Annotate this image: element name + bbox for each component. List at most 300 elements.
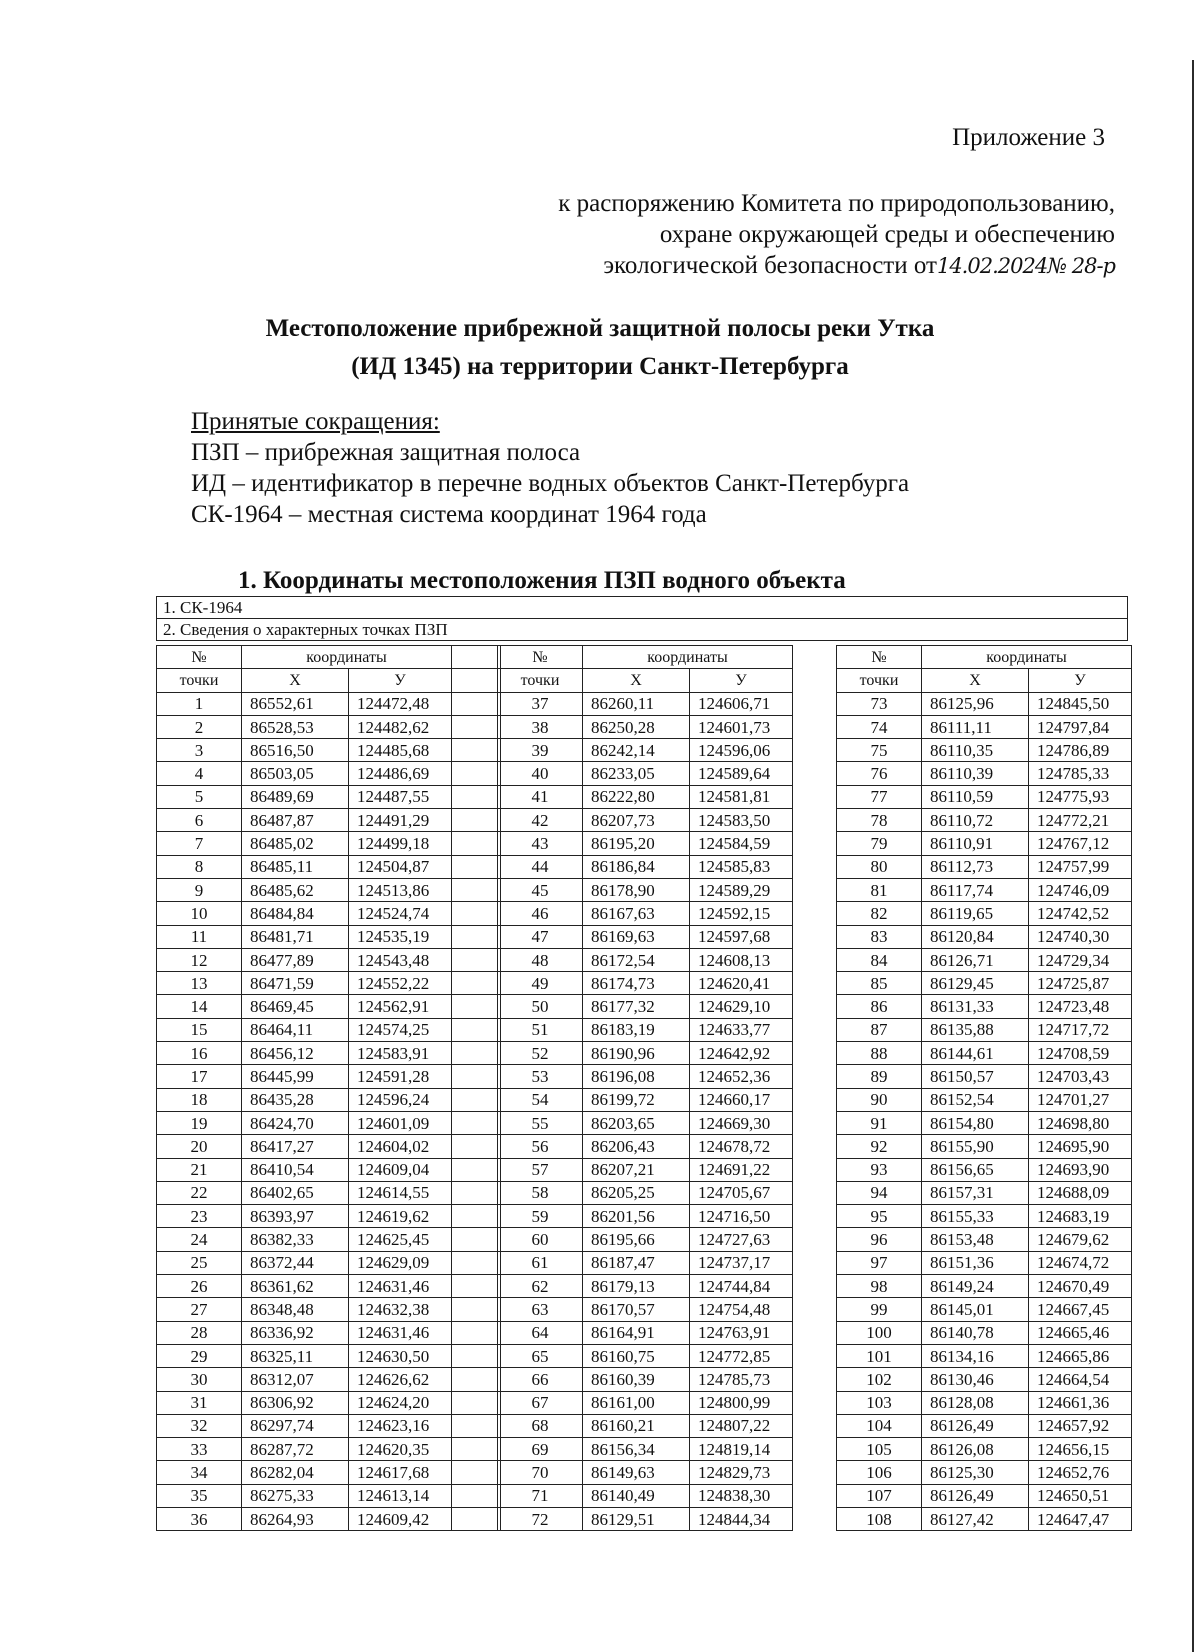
y-coordinate-cell: 124487,55 — [349, 785, 452, 808]
y-coordinate-cell: 124742,52 — [1029, 902, 1132, 925]
x-coordinate-cell: 86151,36 — [922, 1251, 1029, 1274]
y-coordinate-cell: 124482,62 — [349, 715, 452, 738]
table-row — [498, 809, 793, 832]
y-coordinate-cell: 124674,72 — [1029, 1251, 1132, 1274]
x-coordinate-cell: 86196,08 — [583, 1065, 690, 1088]
table-row — [157, 1088, 501, 1111]
y-coordinate-cell: 124703,43 — [1029, 1065, 1132, 1088]
x-coordinate-cell: 86174,73 — [583, 972, 690, 995]
handwritten-date-number: 14.02.2024№ 28-р — [936, 254, 1115, 278]
coordinates-table-2 — [497, 645, 793, 1531]
spacer-cell — [452, 1461, 501, 1484]
section-title: 1. Координаты местоположения ПЗП водного объекта — [238, 567, 846, 594]
spacer-cell — [452, 1205, 501, 1228]
y-coordinate-cell: 124552,22 — [349, 972, 452, 995]
x-coordinate-cell: 86469,45 — [242, 995, 349, 1018]
point-number-cell: 4 — [157, 762, 242, 785]
table-row — [837, 1205, 1132, 1228]
table-row — [837, 855, 1132, 878]
y-header: У — [349, 669, 452, 692]
table-row — [498, 785, 793, 808]
x-coordinate-cell: 86160,75 — [583, 1344, 690, 1367]
x-coordinate-cell: 86127,42 — [922, 1507, 1029, 1530]
x-coordinate-cell: 86552,61 — [242, 692, 349, 715]
table-row — [837, 1484, 1132, 1507]
y-coordinate-cell: 124620,41 — [690, 972, 793, 995]
table-row — [157, 715, 501, 738]
x-coordinate-cell: 86149,24 — [922, 1275, 1029, 1298]
table-row — [498, 1251, 793, 1274]
table-row — [157, 1344, 501, 1367]
y-coordinate-cell: 124717,72 — [1029, 1018, 1132, 1041]
x-coordinate-cell: 86201,56 — [583, 1205, 690, 1228]
table-row — [837, 809, 1132, 832]
point-number-cell: 24 — [157, 1228, 242, 1251]
x-coordinate-cell: 86110,72 — [922, 809, 1029, 832]
table-row — [837, 715, 1132, 738]
table-row — [837, 1344, 1132, 1367]
x-coordinate-cell: 86264,93 — [242, 1507, 349, 1530]
y-coordinate-cell: 124754,48 — [690, 1298, 793, 1321]
table-row — [157, 1414, 501, 1437]
table-row — [157, 1228, 501, 1251]
y-coordinate-cell: 124631,46 — [349, 1275, 452, 1298]
table-row — [837, 1181, 1132, 1204]
x-coordinate-cell: 86456,12 — [242, 1042, 349, 1065]
y-coordinate-cell: 124597,68 — [690, 925, 793, 948]
y-coordinate-cell: 124838,30 — [690, 1484, 793, 1507]
spacer-cell — [452, 1414, 501, 1437]
y-coordinate-cell: 124740,30 — [1029, 925, 1132, 948]
y-coordinate-cell: 124683,19 — [1029, 1205, 1132, 1228]
point-number-cell: 3 — [157, 739, 242, 762]
table-row — [157, 809, 501, 832]
table-row — [157, 1111, 501, 1134]
document-title — [150, 310, 1050, 386]
y-coordinate-cell: 124656,15 — [1029, 1438, 1132, 1461]
table-row — [498, 1205, 793, 1228]
x-coordinate-cell: 86306,92 — [242, 1391, 349, 1414]
x-coordinate-cell: 86177,32 — [583, 995, 690, 1018]
table-row — [157, 1135, 501, 1158]
y-coordinate-cell: 124629,09 — [349, 1251, 452, 1274]
x-coordinate-cell: 86140,49 — [583, 1484, 690, 1507]
x-coordinate-cell: 86464,11 — [242, 1018, 349, 1041]
point-number-cell: 45 — [498, 878, 583, 901]
y-coordinate-cell: 124619,62 — [349, 1205, 452, 1228]
y-coordinate-cell: 124629,10 — [690, 995, 793, 1018]
x-coordinate-cell: 86179,13 — [583, 1275, 690, 1298]
x-coordinate-cell: 86154,80 — [922, 1111, 1029, 1134]
y-coordinate-cell: 124716,50 — [690, 1205, 793, 1228]
spacer-cell — [452, 995, 501, 1018]
x-coordinate-cell: 86156,65 — [922, 1158, 1029, 1181]
x-coordinate-cell: 86207,73 — [583, 809, 690, 832]
point-number-cell: 55 — [498, 1111, 583, 1134]
point-number-cell: 1 — [157, 692, 242, 715]
x-coordinate-cell: 86164,91 — [583, 1321, 690, 1344]
x-coordinate-cell: 86222,80 — [583, 785, 690, 808]
y-coordinate-cell: 124786,89 — [1029, 739, 1132, 762]
point-label-header: точки — [837, 669, 922, 692]
y-coordinate-cell: 124725,87 — [1029, 972, 1132, 995]
x-coordinate-cell: 86128,08 — [922, 1391, 1029, 1414]
table-row — [157, 1321, 501, 1344]
point-number-cell: 53 — [498, 1065, 583, 1088]
x-coordinate-cell: 86131,33 — [922, 995, 1029, 1018]
x-coordinate-cell: 86156,34 — [583, 1438, 690, 1461]
point-label-header: точки — [157, 669, 242, 692]
point-number-cell: 37 — [498, 692, 583, 715]
table-row — [837, 832, 1132, 855]
point-number-cell: 26 — [157, 1275, 242, 1298]
y-coordinate-cell: 124701,27 — [1029, 1088, 1132, 1111]
point-number-cell: 80 — [837, 855, 922, 878]
point-number-cell: 31 — [157, 1391, 242, 1414]
point-number-cell: 15 — [157, 1018, 242, 1041]
table-row — [498, 995, 793, 1018]
table-row — [837, 1461, 1132, 1484]
point-number-cell: 91 — [837, 1111, 922, 1134]
table-row — [837, 1018, 1132, 1041]
spacer-cell — [452, 739, 501, 762]
table-row — [157, 762, 501, 785]
y-coordinate-cell: 124472,48 — [349, 692, 452, 715]
x-coordinate-cell: 86382,33 — [242, 1228, 349, 1251]
x-coordinate-cell: 86325,11 — [242, 1344, 349, 1367]
y-coordinate-cell: 124695,90 — [1029, 1135, 1132, 1158]
table-row — [837, 995, 1132, 1018]
table-row — [157, 995, 501, 1018]
x-coordinate-cell: 86135,88 — [922, 1018, 1029, 1041]
y-coordinate-cell: 124642,92 — [690, 1042, 793, 1065]
table-row — [837, 972, 1132, 995]
x-coordinate-cell: 86477,89 — [242, 948, 349, 971]
point-number-cell: 42 — [498, 809, 583, 832]
y-coordinate-cell: 124589,29 — [690, 878, 793, 901]
point-number-cell: 95 — [837, 1205, 922, 1228]
page-edge-line — [1192, 60, 1194, 1652]
table-row — [837, 1414, 1132, 1437]
y-coordinate-cell: 124746,09 — [1029, 878, 1132, 901]
x-coordinate-cell: 86134,16 — [922, 1344, 1029, 1367]
x-coordinate-cell: 86250,28 — [583, 715, 690, 738]
table-row — [498, 762, 793, 785]
table-row — [157, 1368, 501, 1391]
point-number-cell: 48 — [498, 948, 583, 971]
point-number-cell: 97 — [837, 1251, 922, 1274]
point-number-cell: 63 — [498, 1298, 583, 1321]
y-coordinate-cell: 124499,18 — [349, 832, 452, 855]
table-row — [157, 972, 501, 995]
y-coordinate-cell: 124581,81 — [690, 785, 793, 808]
x-coordinate-cell: 86435,28 — [242, 1088, 349, 1111]
x-coordinate-cell: 86282,04 — [242, 1461, 349, 1484]
order-reference — [395, 188, 1115, 282]
y-coordinate-cell: 124620,35 — [349, 1438, 452, 1461]
header-row — [837, 669, 1132, 692]
x-coordinate-cell: 86170,57 — [583, 1298, 690, 1321]
y-coordinate-cell: 124775,93 — [1029, 785, 1132, 808]
spacer-cell — [452, 1018, 501, 1041]
point-number-cell: 35 — [157, 1484, 242, 1507]
table-row — [837, 1368, 1132, 1391]
point-number-cell: 72 — [498, 1507, 583, 1530]
point-number-cell: 30 — [157, 1368, 242, 1391]
spacer-cell — [452, 1368, 501, 1391]
table-row — [157, 855, 501, 878]
point-number-cell: 43 — [498, 832, 583, 855]
table-row — [157, 1438, 501, 1461]
y-coordinate-cell: 124632,38 — [349, 1298, 452, 1321]
x-coordinate-cell: 86126,49 — [922, 1484, 1029, 1507]
x-coordinate-cell: 86125,30 — [922, 1461, 1029, 1484]
y-coordinate-cell: 124767,12 — [1029, 832, 1132, 855]
y-coordinate-cell: 124785,33 — [1029, 762, 1132, 785]
table-row — [157, 1461, 501, 1484]
point-number-cell: 76 — [837, 762, 922, 785]
x-coordinate-cell: 86206,43 — [583, 1135, 690, 1158]
table-row — [498, 1228, 793, 1251]
table-row — [837, 1275, 1132, 1298]
point-number-cell: 47 — [498, 925, 583, 948]
header-row — [157, 669, 501, 692]
point-number-cell: 11 — [157, 925, 242, 948]
table-row — [837, 785, 1132, 808]
point-number-cell: 44 — [498, 855, 583, 878]
y-coordinate-cell: 124661,36 — [1029, 1391, 1132, 1414]
x-coordinate-cell: 86297,74 — [242, 1414, 349, 1437]
y-coordinate-cell: 124708,59 — [1029, 1042, 1132, 1065]
x-coordinate-cell: 86160,39 — [583, 1368, 690, 1391]
spacer-cell — [452, 1438, 501, 1461]
x-coordinate-cell: 86417,27 — [242, 1135, 349, 1158]
x-coordinate-cell: 86445,99 — [242, 1065, 349, 1088]
y-coordinate-cell: 124617,68 — [349, 1461, 452, 1484]
point-number-cell: 40 — [498, 762, 583, 785]
table-row — [498, 1344, 793, 1367]
x-coordinate-cell: 86172,54 — [583, 948, 690, 971]
point-number-cell: 74 — [837, 715, 922, 738]
point-number-cell: 56 — [498, 1135, 583, 1158]
table-row — [157, 1065, 501, 1088]
x-coordinate-cell: 86410,54 — [242, 1158, 349, 1181]
spacer-cell — [452, 762, 501, 785]
x-coordinate-cell: 86503,05 — [242, 762, 349, 785]
y-coordinate-cell: 124614,55 — [349, 1181, 452, 1204]
x-coordinate-cell: 86402,65 — [242, 1181, 349, 1204]
point-number-cell: 81 — [837, 878, 922, 901]
y-coordinate-cell: 124606,71 — [690, 692, 793, 715]
spacer-cell — [452, 1042, 501, 1065]
y-coordinate-cell: 124657,92 — [1029, 1414, 1132, 1437]
point-number-cell: 86 — [837, 995, 922, 1018]
x-coordinate-cell: 86112,73 — [922, 855, 1029, 878]
table-row — [837, 1158, 1132, 1181]
table-row — [157, 1018, 501, 1041]
y-coordinate-cell: 124513,86 — [349, 878, 452, 901]
table-row — [498, 925, 793, 948]
point-number-cell: 5 — [157, 785, 242, 808]
table-row — [837, 1438, 1132, 1461]
x-coordinate-cell: 86110,35 — [922, 739, 1029, 762]
table-row — [157, 902, 501, 925]
point-number-cell: 65 — [498, 1344, 583, 1367]
point-number-cell: 69 — [498, 1438, 583, 1461]
table-row — [157, 785, 501, 808]
x-coordinate-cell: 86207,21 — [583, 1158, 690, 1181]
table-row — [498, 1111, 793, 1134]
table-row — [837, 1135, 1132, 1158]
appendix-label: Приложение 3 — [952, 124, 1105, 151]
spacer-cell — [452, 1158, 501, 1181]
point-number-cell: 9 — [157, 878, 242, 901]
table-row — [837, 1298, 1132, 1321]
y-coordinate-cell: 124693,90 — [1029, 1158, 1132, 1181]
table-row — [498, 1438, 793, 1461]
order-line-3 — [395, 250, 1115, 282]
x-coordinate-cell: 86336,92 — [242, 1321, 349, 1344]
y-coordinate-cell: 124669,30 — [690, 1111, 793, 1134]
header-row — [498, 669, 793, 692]
point-number-cell: 18 — [157, 1088, 242, 1111]
x-coordinate-cell: 86372,44 — [242, 1251, 349, 1274]
table-row — [498, 1414, 793, 1437]
point-number-cell: 34 — [157, 1461, 242, 1484]
y-coordinate-cell: 124729,34 — [1029, 948, 1132, 971]
x-coordinate-cell: 86183,19 — [583, 1018, 690, 1041]
point-number-cell: 28 — [157, 1321, 242, 1344]
spacer-cell — [452, 646, 501, 669]
table-row — [837, 692, 1132, 715]
spacer-cell — [452, 1321, 501, 1344]
point-number-cell: 13 — [157, 972, 242, 995]
y-coordinate-cell: 124601,09 — [349, 1111, 452, 1134]
spacer-cell — [452, 1298, 501, 1321]
spacer-cell — [452, 925, 501, 948]
x-coordinate-cell: 86169,63 — [583, 925, 690, 948]
x-coordinate-cell: 86140,78 — [922, 1321, 1029, 1344]
spacer-cell — [452, 1275, 501, 1298]
coordinates-table-3 — [836, 645, 1132, 1531]
x-coordinate-cell: 86481,71 — [242, 925, 349, 948]
y-coordinate-cell: 124688,09 — [1029, 1181, 1132, 1204]
table-row — [498, 1507, 793, 1530]
abbreviation-item: ИД – идентификатор в перечне водных объектов Санкт-Петербурга — [191, 470, 910, 497]
y-coordinate-cell: 124623,16 — [349, 1414, 452, 1437]
x-coordinate-cell: 86126,08 — [922, 1438, 1029, 1461]
x-coordinate-cell: 86149,63 — [583, 1461, 690, 1484]
y-coordinate-cell: 124596,24 — [349, 1088, 452, 1111]
spacer-cell — [452, 832, 501, 855]
point-number-cell: 22 — [157, 1181, 242, 1204]
y-coordinate-cell: 124679,62 — [1029, 1228, 1132, 1251]
x-coordinate-cell: 86199,72 — [583, 1088, 690, 1111]
x-coordinate-cell: 86110,59 — [922, 785, 1029, 808]
x-coordinate-cell: 86150,57 — [922, 1065, 1029, 1088]
table-row — [498, 1181, 793, 1204]
y-coordinate-cell: 124660,17 — [690, 1088, 793, 1111]
point-number-cell: 102 — [837, 1368, 922, 1391]
table-row — [157, 1298, 501, 1321]
abbreviations-heading: Принятые сокращения: — [191, 408, 440, 435]
x-coordinate-cell: 86190,96 — [583, 1042, 690, 1065]
point-number-cell: 85 — [837, 972, 922, 995]
table-row — [157, 1158, 501, 1181]
y-coordinate-cell: 124626,62 — [349, 1368, 452, 1391]
x-coordinate-cell: 86186,84 — [583, 855, 690, 878]
x-coordinate-cell: 86110,91 — [922, 832, 1029, 855]
table-row — [157, 1042, 501, 1065]
y-coordinate-cell: 124691,22 — [690, 1158, 793, 1181]
y-coordinate-cell: 124785,73 — [690, 1368, 793, 1391]
y-coordinate-cell: 124524,74 — [349, 902, 452, 925]
point-label-header: точки — [498, 669, 583, 692]
coordinates-header: координаты — [583, 646, 793, 669]
x-coordinate-cell: 86167,63 — [583, 902, 690, 925]
spacer-cell — [452, 1181, 501, 1204]
coordinates-header: координаты — [242, 646, 452, 669]
table-row — [157, 1507, 501, 1530]
x-header: Х — [583, 669, 690, 692]
table-row — [837, 1321, 1132, 1344]
title-line-2: (ИД 1345) на территории Санкт-Петербурга — [351, 353, 849, 380]
spacer-cell — [452, 1344, 501, 1367]
point-number-cell: 21 — [157, 1158, 242, 1181]
table-row — [837, 1065, 1132, 1088]
header-row — [837, 646, 1132, 669]
y-header: У — [1029, 669, 1132, 692]
y-coordinate-cell: 124491,29 — [349, 809, 452, 832]
order-line-1: к распоряжению Комитета по природопользованию, — [558, 190, 1115, 217]
y-coordinate-cell: 124763,91 — [690, 1321, 793, 1344]
y-coordinate-cell: 124592,15 — [690, 902, 793, 925]
y-coordinate-cell: 124609,04 — [349, 1158, 452, 1181]
point-number-cell: 61 — [498, 1251, 583, 1274]
table-row — [157, 948, 501, 971]
y-coordinate-cell: 124819,14 — [690, 1438, 793, 1461]
point-number-cell: 77 — [837, 785, 922, 808]
coordinates-header: координаты — [922, 646, 1132, 669]
point-number-cell: 64 — [498, 1321, 583, 1344]
y-coordinate-cell: 124737,17 — [690, 1251, 793, 1274]
y-coordinate-cell: 124608,13 — [690, 948, 793, 971]
x-coordinate-cell: 86393,97 — [242, 1205, 349, 1228]
point-number-cell: 79 — [837, 832, 922, 855]
point-number-cell: 54 — [498, 1088, 583, 1111]
y-coordinate-cell: 124829,73 — [690, 1461, 793, 1484]
x-coordinate-cell: 86485,11 — [242, 855, 349, 878]
point-number-cell: 27 — [157, 1298, 242, 1321]
point-number-cell: 98 — [837, 1275, 922, 1298]
y-coordinate-cell: 124667,45 — [1029, 1298, 1132, 1321]
point-number-cell: 88 — [837, 1042, 922, 1065]
point-number-cell: 89 — [837, 1065, 922, 1088]
table-header-rows — [156, 596, 1128, 641]
table-row — [498, 1298, 793, 1321]
point-number-cell: 100 — [837, 1321, 922, 1344]
x-coordinate-cell: 86125,96 — [922, 692, 1029, 715]
table-row — [498, 855, 793, 878]
point-number-cell: 96 — [837, 1228, 922, 1251]
y-coordinate-cell: 124604,02 — [349, 1135, 452, 1158]
x-coordinate-cell: 86110,39 — [922, 762, 1029, 785]
x-coordinate-cell: 86111,11 — [922, 715, 1029, 738]
table-row — [498, 832, 793, 855]
point-number-cell: 52 — [498, 1042, 583, 1065]
y-coordinate-cell: 124504,87 — [349, 855, 452, 878]
point-number-header: № — [157, 646, 242, 669]
